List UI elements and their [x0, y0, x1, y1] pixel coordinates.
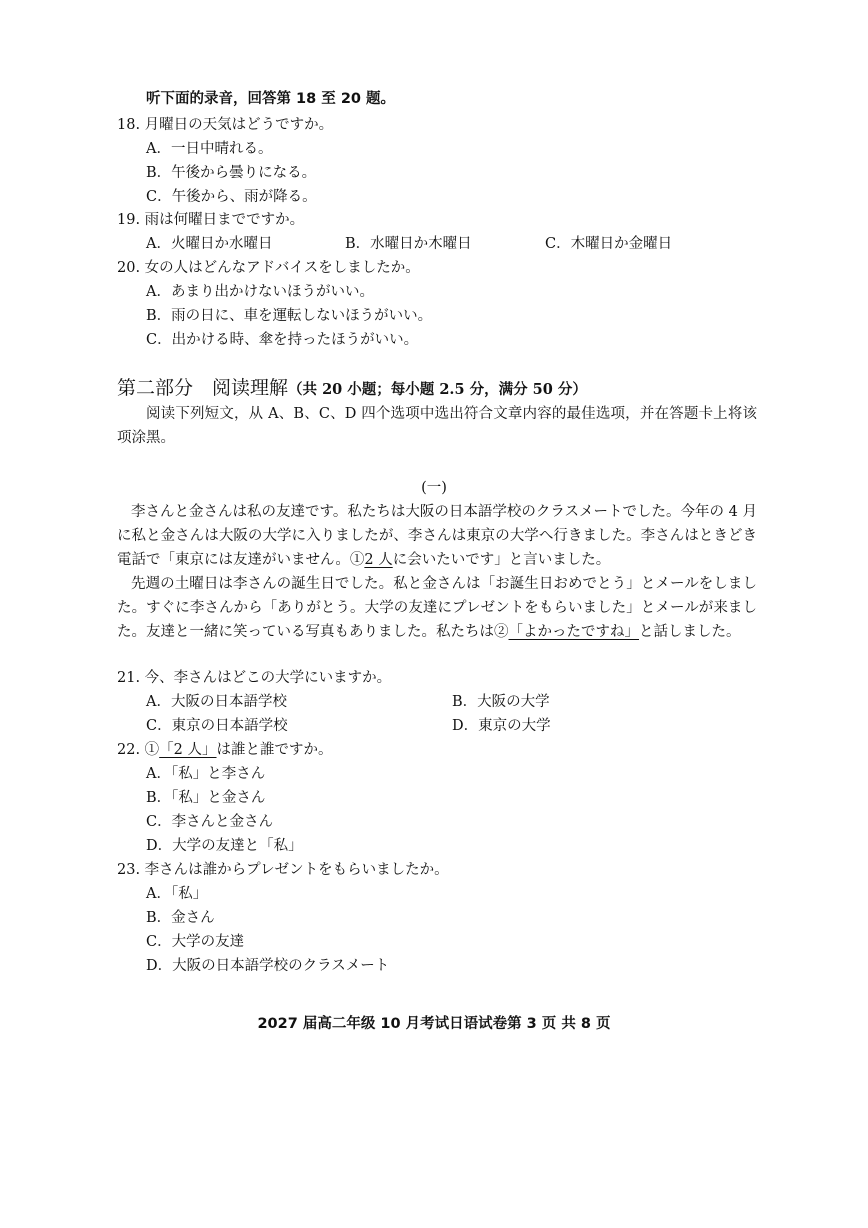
- q22-option-c: C．李さんと金さん: [146, 814, 274, 830]
- q19-option-b: B．水曜日か木曜日: [345, 236, 472, 252]
- question-number: 22.: [117, 742, 141, 758]
- q19-option-a: A．火曜日か水曜日: [146, 236, 273, 252]
- page-footer: 2027 届高二年级 10 月考试日语试卷第 3 页 共 8 页: [257, 1016, 611, 1032]
- question-text: 李さんは誰からプレゼントをもらいましたか。: [144, 862, 449, 878]
- question-20: [117, 258, 420, 278]
- question-number: 19.: [117, 212, 141, 228]
- passage-label: (一): [421, 480, 447, 496]
- underlined-phrase-1: 2 人: [364, 552, 393, 568]
- question-21: [117, 668, 391, 688]
- q22-option-b: B．「私」と金さん: [146, 790, 266, 806]
- underlined-phrase-2: 「よかったですね」: [508, 624, 639, 640]
- q20-option-b: B．雨の日に、車を運転しないほうがいい。: [146, 308, 433, 324]
- question-19: [117, 210, 304, 230]
- q23-option-b: B．金さん: [146, 910, 215, 926]
- q20-option-a: A．あまり出かけないほうがいい。: [146, 284, 374, 300]
- q23-option-a: A．「私」: [146, 886, 208, 902]
- question-22: [117, 740, 333, 760]
- question-text: 月曜日の天気はどうですか。: [144, 117, 334, 133]
- question-marker: ①: [144, 742, 160, 758]
- q22-option-a: A．「私」と李さん: [146, 766, 266, 782]
- q18-option-a: A．一日中晴れる。: [146, 141, 273, 157]
- question-text: は誰と誰ですか。: [216, 742, 333, 758]
- q23-option-d: D．大阪の日本語学校のクラスメート: [146, 958, 390, 974]
- q21-option-c: C．東京の日本語学校: [146, 718, 288, 734]
- question-number: 18.: [117, 117, 141, 133]
- q23-option-c: C．大学の友達: [146, 934, 245, 950]
- question-text: 女の人はどんなアドバイスをしましたか。: [144, 260, 420, 276]
- question-text: 雨は何曜日までですか。: [144, 212, 305, 228]
- q20-option-c: C．出かける時、傘を持ったほうがいい。: [146, 332, 419, 348]
- question-18: [117, 115, 333, 135]
- q19-option-c: C．木曜日か金曜日: [545, 236, 673, 252]
- question-number: 23.: [117, 862, 141, 878]
- q21-option-b: B．大阪の大学: [452, 694, 550, 710]
- q21-option-d: D．東京の大学: [452, 718, 551, 734]
- section-note: （共 20 小题；每小题 2.5 分，满分 50 分）: [288, 381, 587, 398]
- passage-paragraph-1: [117, 500, 757, 572]
- question-number: 20.: [117, 260, 141, 276]
- q18-option-c: C．午後から、雨が降る。: [146, 189, 317, 205]
- passage-paragraph-2: [117, 572, 757, 644]
- paragraph-text: と話しました。: [639, 624, 741, 640]
- reading-instruction: 阅读下列短文，从 A、B、C、D 四个选项中选出符合文章内容的最佳选项，并在答题卡上将该项涂黑。: [117, 406, 757, 446]
- paragraph-text: に会いたいです」と言いました。: [392, 552, 611, 568]
- q22-option-d: D．大学の友達と「私」: [146, 838, 303, 854]
- question-number: 21.: [117, 670, 141, 686]
- underlined-phrase: 「2 人」: [159, 742, 217, 758]
- listening-instruction: 听下面的录音，回答第 18 至 20 题。: [146, 91, 396, 107]
- paragraph-text: 李さんと金さんは私の友達です。私たちは大阪の日本語学校のクラスメートでした。今年の 4 月に私と金さんは大阪の大学に入りましたが、李さんは東京の大学へ行きました。李さんはときどき電話で「東京には友達がいません。①: [117, 504, 757, 568]
- q18-option-b: B．午後から曇りになる。: [146, 165, 317, 181]
- section-heading: [117, 376, 587, 402]
- q21-option-a: A．大阪の日本語学校: [146, 694, 287, 710]
- section-title: 第二部分 阅读理解: [117, 377, 289, 399]
- paragraph-text: 先週の土曜日は李さんの誕生日でした。私と金さんは「お誕生日おめでとう」とメールをしました。すぐに李さんから「ありがとう。大学の友達にプレゼントをもらいました」とメールが来ました。友達と一緒に笑っている写真もありました。私たちは②: [117, 576, 757, 640]
- question-text: 今、李さんはどこの大学にいますか。: [144, 670, 392, 686]
- question-23: [117, 860, 449, 880]
